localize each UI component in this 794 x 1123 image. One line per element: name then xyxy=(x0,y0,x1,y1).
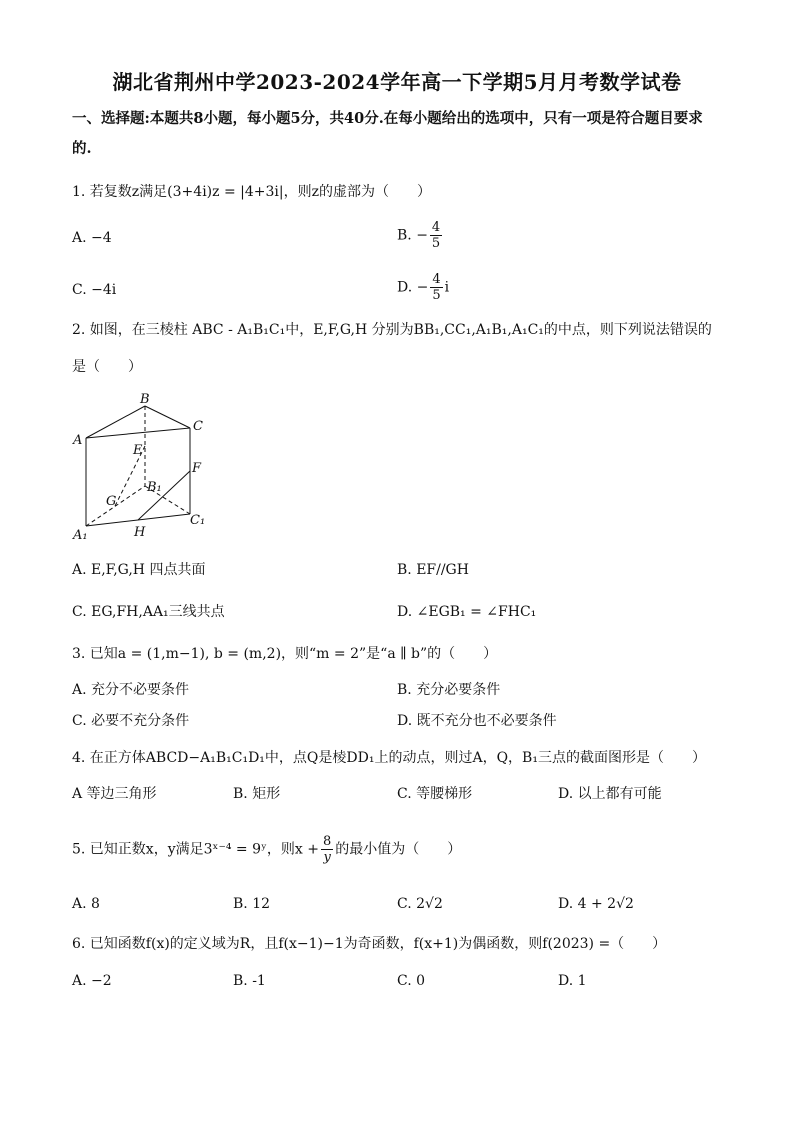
question-5-option-c: C. 2√2 xyxy=(397,896,443,912)
question-3-option-d: D. 既不充分也不必要条件 xyxy=(397,713,557,729)
question-2-option-a: A. E,F,G,H 四点共面 xyxy=(72,562,206,578)
label-b: B xyxy=(140,392,150,407)
question-6-option-b: B. -1 xyxy=(233,973,266,989)
question-1-option-d xyxy=(397,272,449,303)
question-1-stem: 1. 若复数z满足(3+4i)z = |4+3i|，则z的虚部为（ ） xyxy=(72,184,431,200)
label-h: H xyxy=(134,525,146,540)
question-5-option-b: B. 12 xyxy=(233,896,271,912)
label-c1: C₁ xyxy=(190,513,206,528)
fraction-denominator: y xyxy=(323,850,331,865)
fraction-numerator: 4 xyxy=(432,272,441,287)
question-5-stem xyxy=(72,834,461,865)
question-3-option-b: B. 充分必要条件 xyxy=(397,682,501,698)
fraction xyxy=(321,834,333,865)
question-4-option-b: B. 矩形 xyxy=(233,786,281,802)
fraction-denominator: 5 xyxy=(432,288,441,303)
question-1-option-b xyxy=(397,220,444,251)
page-title: 湖北省荆州中学2023-2024学年高一下学期5月月考数学试卷 xyxy=(112,70,682,94)
question-5-stem-suffix: 的最小值为（ ） xyxy=(335,841,462,858)
question-4-option-a: A 等边三角形 xyxy=(72,786,157,802)
fraction xyxy=(430,220,442,251)
fraction-denominator: 5 xyxy=(431,236,441,251)
question-6-option-d: D. 1 xyxy=(558,973,587,989)
question-5-option-a: A. 8 xyxy=(72,896,100,912)
label-b1: B₁ xyxy=(147,480,162,495)
fraction-numerator: 4 xyxy=(431,220,441,235)
question-4-option-d: D. 以上都有可能 xyxy=(558,786,662,802)
question-5-option-d: D. 4 + 2√2 xyxy=(558,896,634,912)
triangular-prism-diagram xyxy=(70,390,220,550)
label-c: C xyxy=(193,419,203,434)
question-3-stem: 3. 已知a = (1,m−1), b = (m,2)，则“m = 2”是“a ∥ b”的（ ） xyxy=(72,646,498,662)
label-g: G xyxy=(106,494,117,509)
question-6-option-a: A. −2 xyxy=(72,973,112,989)
option-prefix: D. − xyxy=(397,279,429,296)
question-5-stem-prefix: 5. 已知正数x，y满足3ˣ⁻⁴ = 9ʸ，则x + xyxy=(72,841,319,858)
option-suffix: i xyxy=(444,279,450,296)
question-2-option-c: C. EG,FH,AA₁三线共点 xyxy=(72,604,225,620)
label-f: F xyxy=(192,461,202,476)
fraction-numerator: 8 xyxy=(323,834,332,849)
question-3-option-a: A. 充分不必要条件 xyxy=(72,682,190,698)
question-4-stem: 4. 在正方体ABCD−A₁B₁C₁D₁中，点Q是棱DD₁上的动点，则过A，Q，B₁三点的截面图形是（ ） xyxy=(72,750,706,766)
question-6-option-c: C. 0 xyxy=(397,973,426,989)
question-3-option-c: C. 必要不充分条件 xyxy=(72,713,190,729)
section-heading: 一、选择题:本题共8小题，每小题5分，共40分.在每小题给出的选项中，只有一项是符合题目要求的. xyxy=(72,110,703,157)
question-1-option-a: A. −4 xyxy=(72,230,112,246)
label-a: A xyxy=(73,433,83,448)
question-1-option-c: C. −4i xyxy=(72,282,117,298)
label-e: E xyxy=(133,443,143,458)
question-2-option-d: D. ∠EGB₁ = ∠FHC₁ xyxy=(397,604,537,620)
fraction xyxy=(430,272,442,303)
prism-figure xyxy=(70,390,220,550)
question-2-stem-line-2: 是（ ） xyxy=(72,359,142,375)
question-4-option-c: C. 等腰梯形 xyxy=(397,786,473,802)
question-6-stem: 6. 已知函数f(x)的定义域为R，且f(x−1)−1为奇函数，f(x+1)为偶函数，则f(2023) =（ ） xyxy=(72,936,667,952)
option-prefix: B. − xyxy=(397,227,428,244)
question-2-stem-line-1: 2. 如图，在三棱柱 ABC - A₁B₁C₁中，E,F,G,H 分别为BB₁,CC₁,A₁B₁,A₁C₁的中点，则下列说法错误的 xyxy=(72,322,712,338)
label-a1: A₁ xyxy=(73,528,88,543)
question-2-option-b: B. EF//GH xyxy=(397,562,469,578)
